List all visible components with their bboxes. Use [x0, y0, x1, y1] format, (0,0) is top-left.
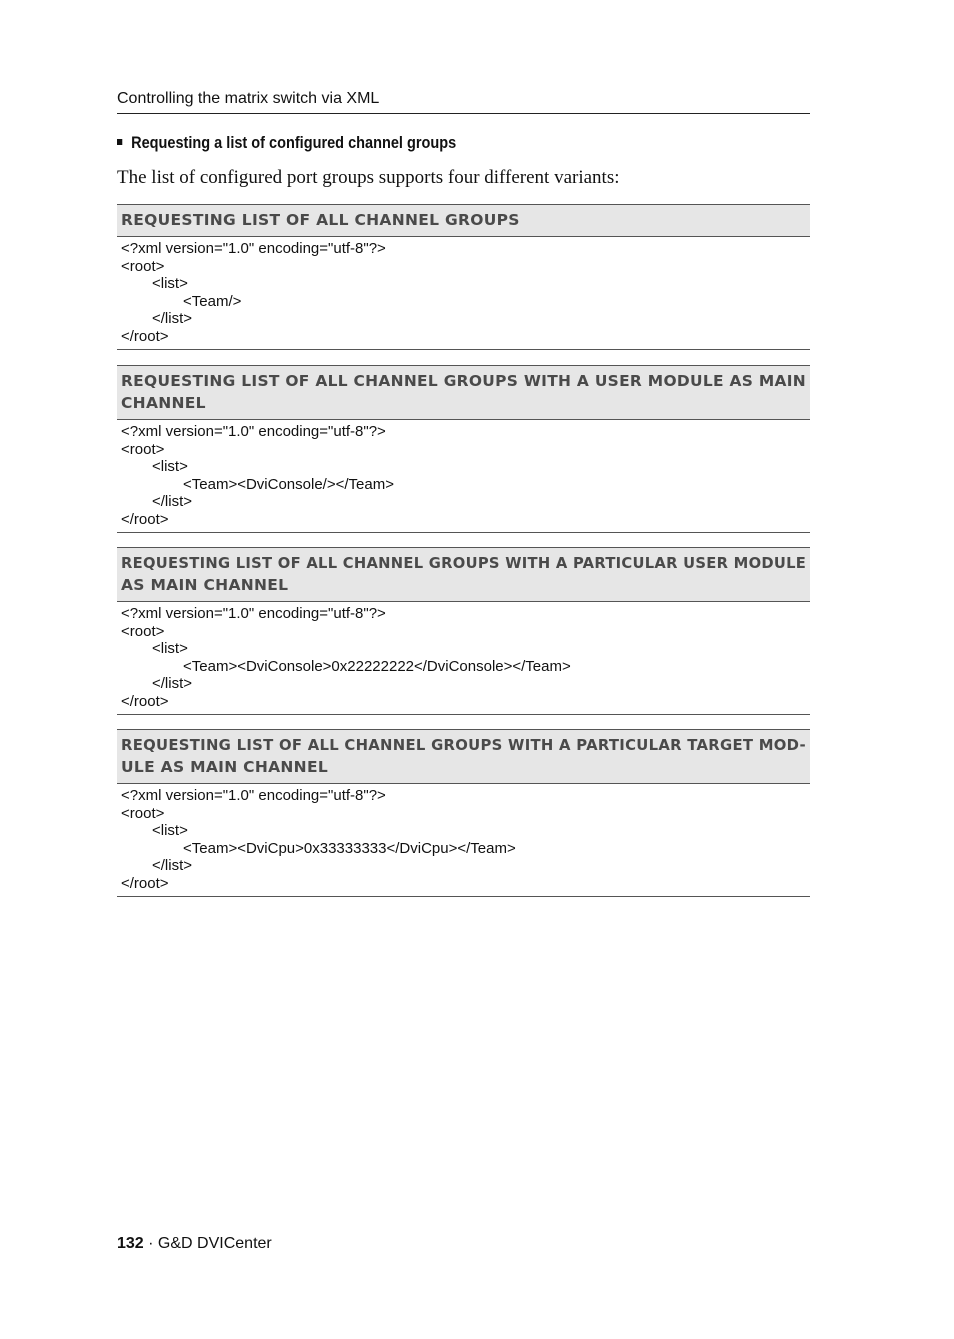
code-listing	[117, 602, 810, 715]
code-example-4	[117, 729, 810, 897]
code-example-title	[117, 729, 810, 784]
code-example-title-line1: REQUESTING LIST OF ALL CHANNEL GROUPS	[121, 211, 520, 229]
code-example-title-line1: REQUESTING LIST OF ALL CHANNEL GROUPS WITH A USER MODULE AS MAIN	[121, 372, 806, 390]
code-line: </root>	[121, 692, 169, 710]
code-example-1	[117, 204, 810, 350]
code-example-title	[117, 547, 810, 602]
code-example-title-line1: REQUESTING LIST OF ALL CHANNEL GROUPS WITH A PARTICULAR USER MODULE	[121, 554, 807, 572]
code-line: <root>	[121, 804, 165, 822]
code-line: <?xml version="1.0" encoding="utf-8"?>	[121, 605, 386, 622]
code-line: <list>	[152, 640, 188, 657]
footer-separator: ·	[143, 1235, 158, 1252]
code-line: <list>	[152, 822, 188, 839]
code-line: <Team><DviCpu>0x33333333</DviCpu></Team>	[183, 839, 516, 857]
code-line: <root>	[121, 440, 165, 458]
page-footer	[117, 1233, 272, 1255]
code-line: <?xml version="1.0" encoding="utf-8"?>	[121, 240, 386, 257]
code-line: </root>	[121, 327, 169, 345]
code-line: <?xml version="1.0" encoding="utf-8"?>	[121, 423, 386, 440]
code-listing	[117, 420, 810, 533]
code-example-title-line2: ULE AS MAIN CHANNEL	[121, 758, 329, 776]
code-line: </list>	[152, 857, 193, 874]
bullet-square-icon	[117, 139, 122, 145]
code-example-2	[117, 365, 810, 533]
code-line: </root>	[121, 874, 169, 892]
page-number: 132	[117, 1235, 144, 1252]
code-line: </list>	[152, 675, 193, 692]
code-line: <list>	[152, 275, 188, 292]
code-example-title-line2: AS MAIN CHANNEL	[121, 576, 289, 594]
code-line: <list>	[152, 458, 188, 475]
section-heading	[117, 134, 456, 153]
code-line: <Team/>	[183, 292, 242, 310]
code-example-title	[117, 365, 810, 420]
code-example-title	[117, 204, 810, 237]
code-line: <root>	[121, 622, 165, 640]
code-listing	[117, 237, 810, 350]
code-line: <Team><DviConsole>0x22222222</DviConsole></Team>	[183, 657, 571, 675]
code-listing	[117, 784, 810, 897]
section-heading-text: Requesting a list of configured channel groups	[131, 134, 457, 152]
code-line: </root>	[121, 510, 169, 528]
code-example-title-line1: REQUESTING LIST OF ALL CHANNEL GROUPS WITH A PARTICULAR TARGET MOD-	[121, 736, 807, 754]
code-line: </list>	[152, 493, 193, 510]
code-line: <root>	[121, 257, 165, 275]
code-example-title-line2: CHANNEL	[121, 394, 206, 412]
code-line: </list>	[152, 310, 193, 327]
intro-paragraph: The list of configured port groups supports four different variants:	[117, 167, 620, 188]
code-line: <Team><DviConsole/></Team>	[183, 475, 394, 493]
code-line: <?xml version="1.0" encoding="utf-8"?>	[121, 787, 386, 804]
code-example-3	[117, 547, 810, 715]
product-name: G&D DVICenter	[157, 1235, 272, 1252]
running-header: Controlling the matrix switch via XML	[117, 88, 810, 114]
